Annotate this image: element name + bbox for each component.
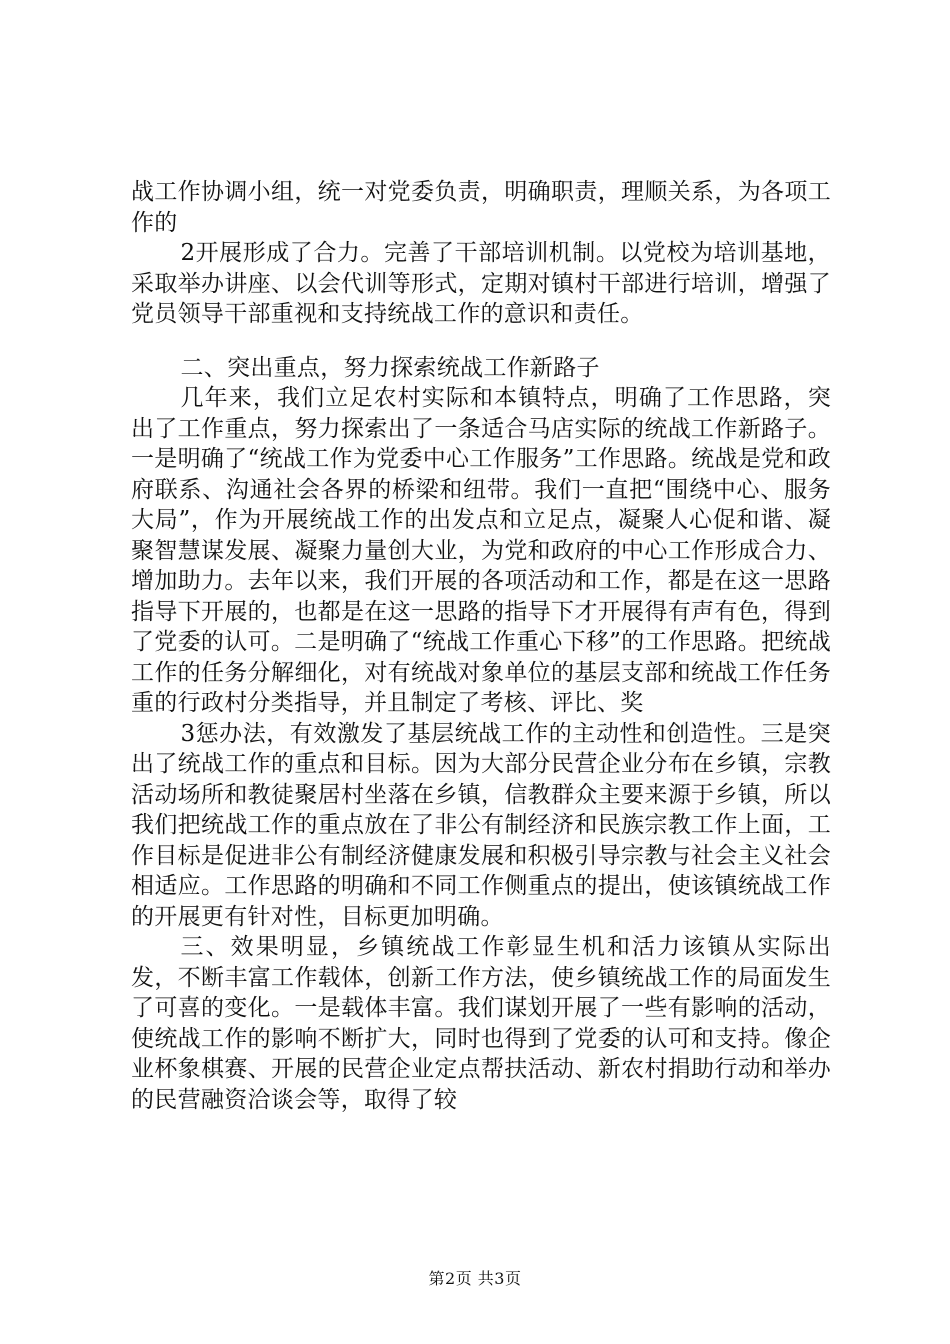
paragraph-continuation: 战工作协调小组，统一对党委负责，明确职责，理顺关系，为各项工作的 <box>131 179 831 236</box>
page-footer: 第2页 共3页 <box>428 1269 522 1288</box>
document-body <box>131 177 831 1115</box>
paragraph-work-ideas: 几年来，我们立足农村实际和本镇特点，明确了工作思路，突出了工作重点，努力探索出了一条适合马店实际的统战工作新路子。一是明确了“统战工作为党委中心工作服务”工作思路。统战是党和政府联系、沟通社会各界的桥梁和纽带。我们一直把“围绕中心、服务大局”，作为开展统战工作的出发点和立足点，凝聚人心促和谐、凝聚智慧谋发展、凝聚力量创大业，为党和政府的中心工作形成合力、增加助力。去年以来，我们开展的各项活动和工作，都是在这一思路指导下开展的，也都是在这一思路的指导下才开展得有声有色，得到了党委的认可。二是明确了“统战工作重心下移”的工作思路。把统战工作的任务分解细化，对有统战对象单位的基层支部和统战工作任务重的行政村分类指导，并且制定了考核、评比、奖 <box>131 385 831 716</box>
paragraph-focus-goals: 3惩办法，有效激发了基层统战工作的主动性和创造性。三是突出了统战工作的重点和目标。因为大部分民营企业分布在乡镇，宗教活动场所和教徒聚居村坐落在乡镇，信教群众主要来源于乡镇，所以我们把统战工作的重点放在了非公有制经济和民族宗教工作上面，工作目标是促进非公有制经济健康发展和积极引导宗教与社会主义社会相适应。工作思路的明确和不同工作侧重点的提出，使该镇统战工作的开展更有针对性，目标更加明确。 <box>131 720 831 930</box>
paragraph-training: 2开展形成了合力。完善了干部培训机制。以党校为培训基地，采取举办讲座、以会代训等形式，定期对镇村干部进行培训，增强了党员领导干部重视和支持统战工作的意识和责任。 <box>131 240 831 327</box>
paragraph-section-three: 三、效果明显，乡镇统战工作彰显生机和活力该镇从实际出发，不断丰富工作载体，创新工作方法，使乡镇统战工作的局面发生了可喜的变化。一是载体丰富。我们谋划开展了一些有影响的活动，使统战工作的影响不断扩大，同时也得到了党委的认可和支持。像企业杯象棋赛、开展的民营企业定点帮扶活动、新农村捐助行动和举办的民营融资洽谈会等，取得了较 <box>131 934 831 1113</box>
section-heading-two: 二、突出重点，努力探索统战工作新路子 <box>180 354 600 381</box>
